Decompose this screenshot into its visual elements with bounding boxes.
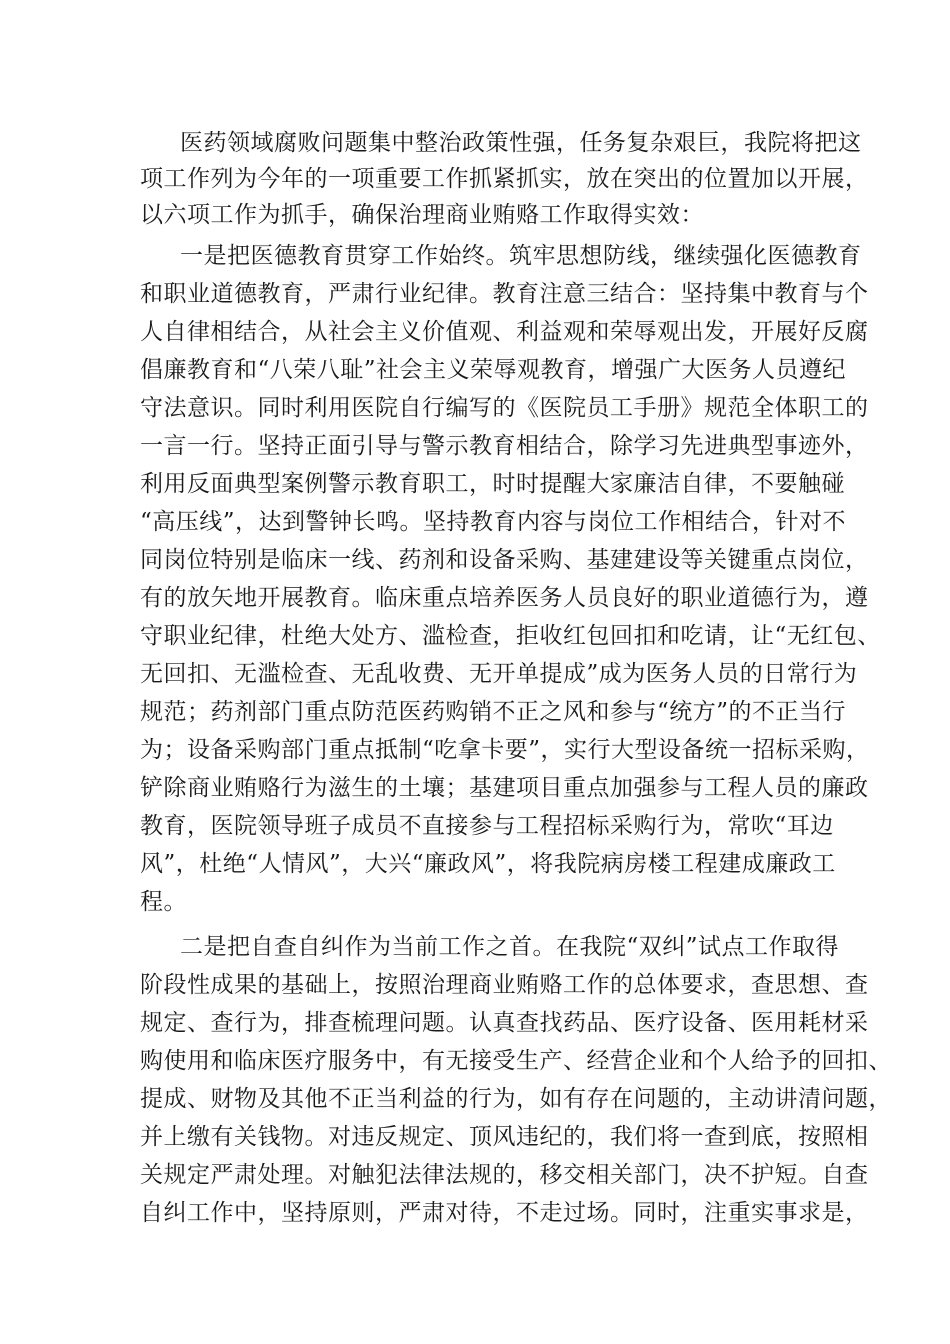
paragraph-2-line-1: 一是把医德教育贯穿工作始终。筑牢思想防线，继续强化医德教育 [180,243,862,269]
paragraph-2-line-16: 教育，医院领导班子成员不直接参与工程招标采购行为，常吹“耳边 [140,813,834,839]
paragraph-2-line-18: 程。 [140,889,187,915]
paragraph-2-line-15: 铲除商业贿赂行为滋生的土壤；基建项目重点加强参与工程人员的廉政 [140,775,869,801]
paragraph-1-line-1: 医药领域腐败问题集中整治政策性强，任务复杂艰巨，我院将把这 [180,130,862,156]
paragraph-2-line-11: 守职业纪律，杜绝大处方、滥检查，拒收红包回扣和吃请，让“无红包、 [140,623,881,649]
paragraph-2-line-13: 规范；药剂部门重点防范医药购销不正之风和参与“统方”的不正当行 [140,699,847,725]
paragraph-3-line-5: 提成、财物及其他不正当利益的行为，如有存在问题的，主动讲清问题， [140,1086,892,1112]
paragraph-2-line-10: 有的放矢地开展教育。临床重点培养医务人员良好的职业道德行为，遵 [140,585,869,611]
paragraph-2-line-8: “高压线”，达到警钟长鸣。坚持教育内容与岗位工作相结合，针对不 [140,509,847,535]
paragraph-1-line-3: 以六项工作为抓手，确保治理商业贿赂工作取得实效： [140,202,704,228]
paragraph-3-line-1: 二是把自查自纠作为当前工作之首。在我院“双纠”试点工作取得 [180,934,840,960]
paragraph-3-line-3: 规定、查行为，排查梳理问题。认真查找药品、医疗设备、医用耗材采 [140,1010,869,1036]
paragraph-2-line-17: 风”，杜绝“人情风”，大兴“廉政风”，将我院病房楼工程建成廉政工 [140,851,836,877]
paragraph-2-line-6: 一言一行。坚持正面引导与警示教育相结合，除学习先进典型事迹外， [140,433,869,459]
paragraph-2-line-7: 利用反面典型案例警示教育职工，时时提醒大家廉洁自律，不要触碰 [140,471,845,497]
paragraph-3-line-8: 自纠工作中，坚持原则，严肃对待，不走过场。同时，注重实事求是， [140,1200,869,1226]
paragraph-3-line-2: 阶段性成果的基础上，按照治理商业贿赂工作的总体要求，查思想、查 [140,972,869,998]
paragraph-2-line-2: 和职业道德教育，严肃行业纪律。教育注意三结合：坚持集中教育与个 [140,281,869,307]
paragraph-2-line-5: 守法意识。同时利用医院自行编写的《医院员工手册》规范全体职工的 [140,395,869,421]
paragraph-2-line-12: 无回扣、无滥检查、无乱收费、无开单提成”成为医务人员的日常行为 [140,661,858,687]
paragraph-2-line-9: 同岗位特别是临床一线、药剂和设备采购、基建建设等关键重点岗位， [140,547,869,573]
paragraph-2-line-3: 人自律相结合，从社会主义价值观、利益观和荣辱观出发，开展好反腐 [140,319,869,345]
paragraph-3-line-6: 并上缴有关钱物。对违反规定、顶风违纪的，我们将一查到底，按照相 [140,1124,869,1150]
paragraph-3-line-4: 购使用和临床医疗服务中，有无接受生产、经营企业和个人给予的回扣、 [140,1048,892,1074]
paragraph-2-line-4: 倡廉教育和“八荣八耻”社会主义荣辱观教育，增强广大医务人员遵纪 [140,357,847,383]
paragraph-2-line-14: 为；设备采购部门重点抵制“吃拿卡要”，实行大型设备统一招标采购， [140,737,870,763]
paragraph-3-line-7: 关规定严肃处理。对触犯法律法规的，移交相关部门，决不护短。自查 [140,1162,869,1188]
paragraph-1-line-2: 项工作列为今年的一项重要工作抓紧抓实，放在突出的位置加以开展， [140,166,869,192]
